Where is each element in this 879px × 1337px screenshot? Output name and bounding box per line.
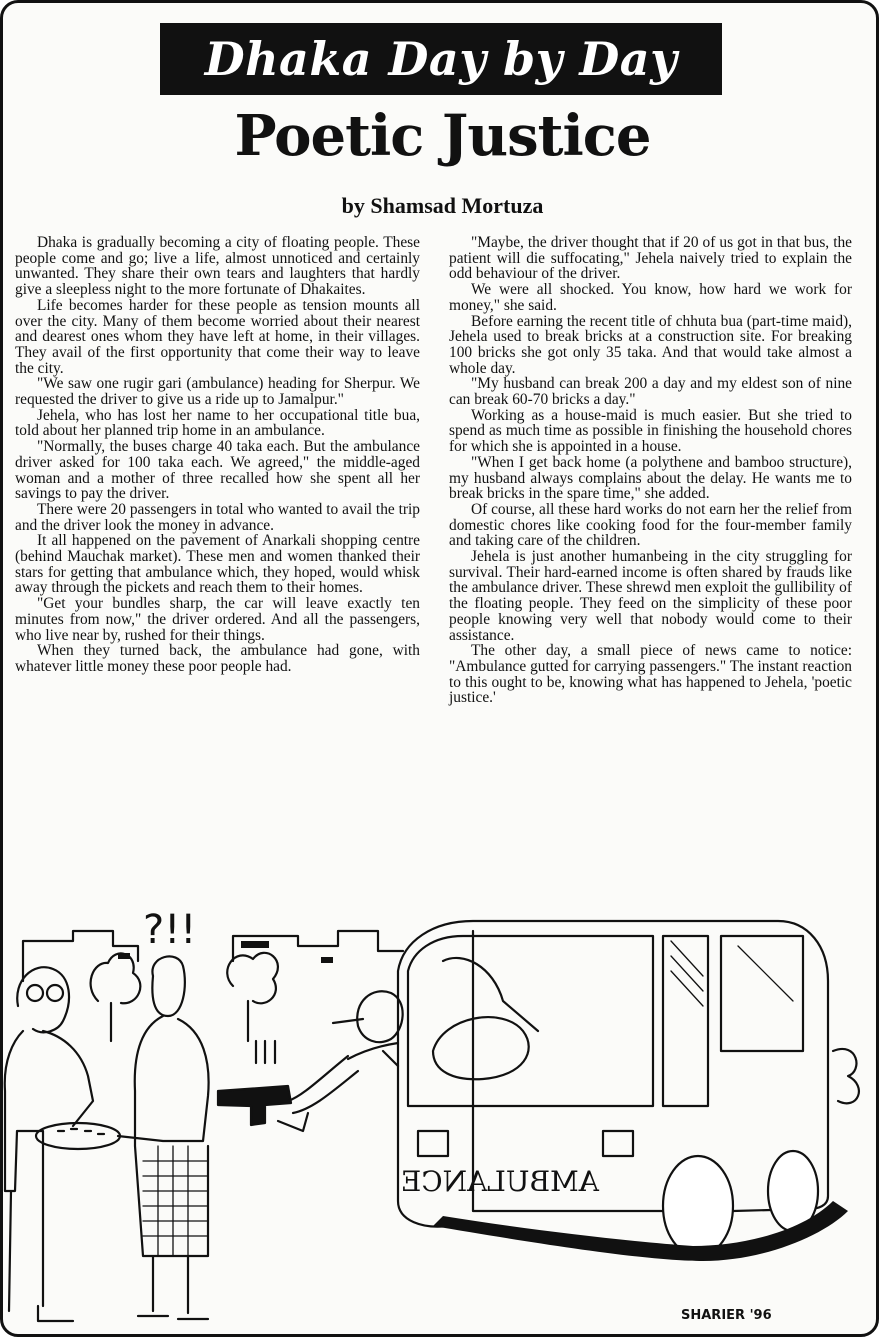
paragraph: Working as a house-maid is much easier. But she tried to spend as much time as possible in finishing the household chores for which she is appointed in a house. xyxy=(449,406,852,456)
artist-signature: SHARIER '96 xyxy=(681,1308,772,1323)
skyline xyxy=(23,931,403,981)
driver-in-seat xyxy=(443,958,538,1031)
paragraph: "My husband can break 200 a day and my eldest son of nine can break 60-70 bricks a day." xyxy=(449,375,852,409)
exclamation-marks: ?!! xyxy=(143,907,197,953)
ambulance-door-window xyxy=(663,936,803,1106)
exhaust-smoke xyxy=(833,1049,859,1103)
paragraph: "Normally, the buses charge 40 taka each. But the ambulance driver asked for 100 taka each. We agreed," the middle-aged woman and a mother of three recalled how she spent all her savings to pay the driver. xyxy=(15,438,420,503)
cartoon-illustration xyxy=(3,891,876,1331)
pistol xyxy=(218,1086,291,1125)
paragraph: Before earning the recent title of chhuta bua (part-time maid), Jehela used to break bricks at a construction site. For breaking 100 bricks she got only 35 taka. And that would take almost a whole day. xyxy=(449,312,852,377)
ambulance-lettering: AMBULANCE xyxy=(400,1165,599,1198)
paragraph: When they turned back, the ambulance had gone, with whatever little money these poor people had. xyxy=(15,642,420,675)
paragraph: There were 20 passengers in total who wanted to avail the trip and the driver look the money in advance. xyxy=(15,500,420,534)
building-window xyxy=(241,941,269,948)
plate xyxy=(36,1123,120,1149)
paragraph: Dhaka is gradually becoming a city of floating people. These people come and go; live a life, almost unnoticed and certainly unwanted. They share their own tears and laughters that hardly give a sleepless night to the more fortunate of Dhakaites. xyxy=(15,234,420,299)
taillight xyxy=(603,1131,633,1156)
headline: Poetic Justice xyxy=(234,103,651,169)
paragraph: "We saw one rugir gari (ambulance) heading for Sherpur. We requested the driver to give us a ride up to Jamalpur." xyxy=(15,375,420,409)
paragraph: "When I get back home (a polythene and bamboo structure), my husband always complains about the delay. He wants me to break bricks in the spare time," she added. xyxy=(449,453,852,503)
paragraph: We were all shocked. You know, how hard we work for money," she said. xyxy=(449,281,852,314)
byline: by Shamsad Mortuza xyxy=(341,193,544,218)
column-title: Dhaka Day by Day xyxy=(204,32,678,86)
paragraph: "Get your bundles sharp, the car will leave exactly ten minutes from now," the driver ordered. And all the passengers, who live near by, rushed for their things. xyxy=(15,595,420,644)
window-hatching xyxy=(671,941,793,1006)
coins xyxy=(58,1129,104,1134)
headlight xyxy=(418,1131,448,1156)
front-wheel xyxy=(663,1156,733,1256)
paragraph: "Maybe, the driver thought that if 20 of us got in that bus, the patient will die suffocating," Jehela naively tried to explain the odd behaviour of the driver. xyxy=(449,234,852,283)
paragraph: Life becomes harder for these people as tension mounts all over the city. Many of them become worried about their nearest and dearest ones whom they have left at home, in their villages. They avail of the first opportunity that come their way to leave the city. xyxy=(15,296,420,377)
paragraph: Jehela is just another humanbeing in the city struggling for survival. Their hard-earned income is often shared by frauds like the ambulance driver. These shrewd men exploit the gullibility of the floating people. They feed on the simplicity of these poor people knowing very well that nobody would come to their assistance. xyxy=(449,548,852,644)
tree xyxy=(227,953,278,1041)
pedestrians xyxy=(256,1041,275,1063)
paragraph: It all happened on the pavement of Anarkali shopping centre (behind Mauchak market). These men and women thanked their stars for getting that ambulance which, they hoped, would whisk away through the pickets and reach them to their homes. xyxy=(15,532,420,597)
paragraph: The other day, a small piece of news came to notice: "Ambulance gutted for carrying passengers." The instant reaction to this ought to be, knowing what has happened to Jehela, 'poetic justice.' xyxy=(449,642,852,707)
steering-wheel xyxy=(433,1017,529,1079)
building-window xyxy=(321,957,333,963)
glasses-icon xyxy=(47,985,63,1001)
ambulance-windshield xyxy=(408,936,653,1106)
bespectacled-man xyxy=(5,967,93,1321)
paragraph: Jehela, who has lost her name to her occupational title bua, told about her planned trip home in an ambulance. xyxy=(15,406,420,440)
driver xyxy=(348,991,403,1066)
article-column-left xyxy=(15,235,420,675)
column-title-banner xyxy=(160,23,722,95)
poor-man xyxy=(118,956,209,1319)
paragraph: Of course, all these hard works do not earn her the relief from domestic chores like cooking food for the four-member family and taking care of the children. xyxy=(449,500,852,550)
lungi-pattern xyxy=(143,1146,208,1256)
article-column-right xyxy=(449,235,852,706)
tree xyxy=(91,953,141,1041)
glasses-icon xyxy=(27,985,43,1001)
